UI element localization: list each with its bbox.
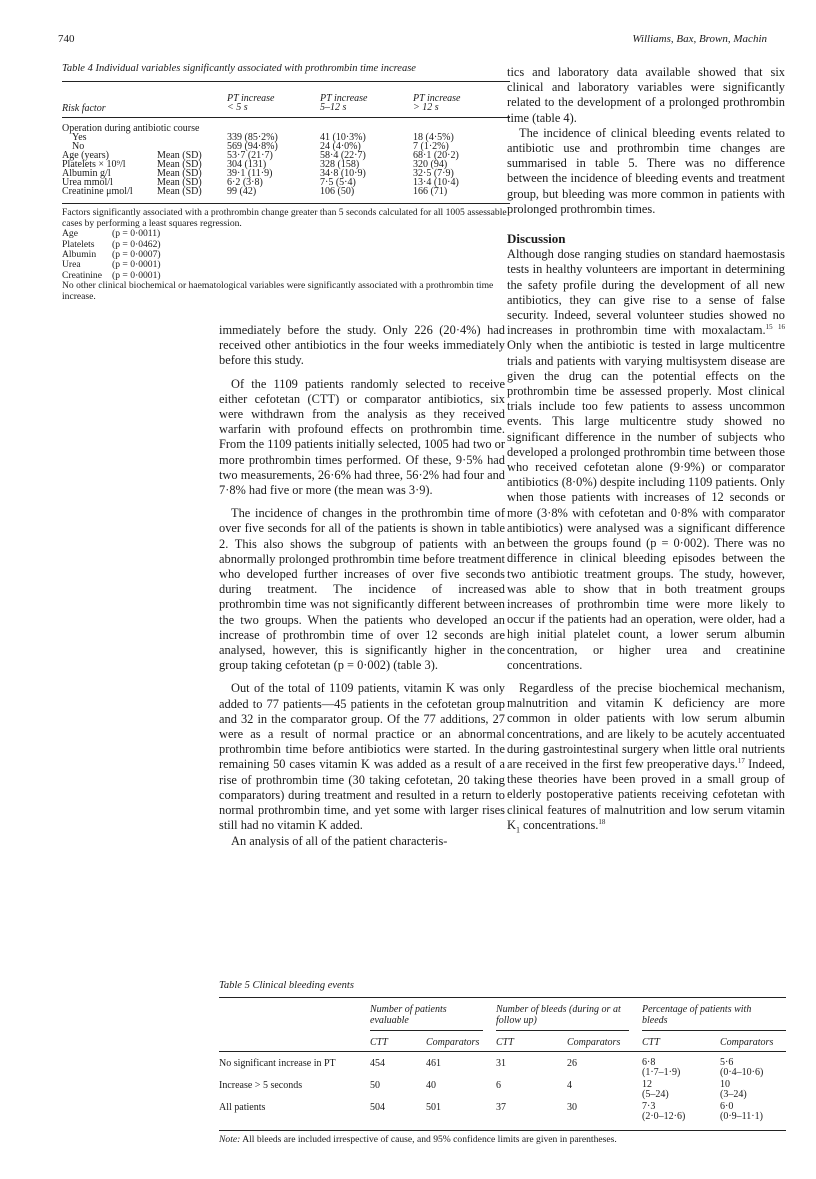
table5-cell-value: 501 bbox=[426, 1102, 441, 1113]
pct-ci: (0·9–11·1) bbox=[720, 1111, 763, 1122]
citation-ref: 17 bbox=[737, 756, 745, 765]
table-row bbox=[219, 1078, 786, 1100]
table5-sub-ctt: CTT bbox=[370, 1037, 388, 1048]
table5-cell-value: 4 bbox=[567, 1080, 572, 1091]
table4-header-col3 bbox=[413, 94, 461, 112]
pval-name: Albumin bbox=[62, 249, 97, 260]
pct-value: 7·3 bbox=[642, 1101, 656, 1112]
table4-cell-value: 320 (94) bbox=[413, 159, 448, 170]
table4-cell-value: 24 (4·0%) bbox=[320, 141, 361, 152]
table5-cell-value: 26 bbox=[567, 1058, 577, 1069]
table5-cell-value: 31 bbox=[496, 1058, 506, 1069]
table4-header-col2-title: PT increase bbox=[320, 93, 368, 104]
table5-cell-pct bbox=[720, 1078, 786, 1100]
table4-cell-label: Operation during antibiotic course bbox=[62, 123, 200, 134]
table4-cell-value: 34·8 (10·9) bbox=[320, 168, 366, 179]
table4-cell-stat bbox=[157, 133, 227, 142]
table5-cell-value: 504 bbox=[370, 1102, 385, 1113]
table4-cell-stat: Mean (SD) bbox=[157, 159, 202, 170]
subscript: 1 bbox=[515, 825, 520, 835]
table5-cell-label: Increase > 5 seconds bbox=[219, 1080, 303, 1091]
table5-cell-pct bbox=[720, 1058, 786, 1078]
table4-cell-label: Albumin g/l bbox=[62, 168, 111, 179]
paragraph: immediately before the study. Only 226 (20·4%) had received other antibiotics in the four weeks immediately before this study. bbox=[219, 323, 505, 368]
pval-value: (p = 0·0001) bbox=[112, 259, 161, 271]
table5-group-rule bbox=[370, 1030, 483, 1031]
table4-cell-label: Platelets × 10⁹/l bbox=[62, 159, 126, 170]
pval-name: Urea bbox=[62, 259, 81, 271]
table4-header-col2-range: 5–12 s bbox=[320, 102, 347, 113]
table4-header-col1-title: PT increase bbox=[227, 93, 275, 104]
left-column bbox=[219, 323, 505, 849]
table4-cell-value: 99 (42) bbox=[227, 186, 257, 197]
table5-cell-value: 6 bbox=[496, 1080, 501, 1091]
pct-value: 12 bbox=[642, 1079, 652, 1090]
table5-footnote bbox=[219, 1135, 789, 1146]
table4-cell-value: 166 (71) bbox=[413, 186, 448, 197]
table4-footnote bbox=[62, 208, 514, 302]
table4-note-end: No other clinical biochemical or haematological variables were significantly associated with a prothrombin time increase. bbox=[62, 280, 494, 302]
paragraph bbox=[507, 681, 785, 838]
table4-cell-value: 328 (158) bbox=[320, 159, 360, 170]
pval-value: (p = 0·0011) bbox=[112, 228, 161, 240]
table4-cell-stat: Mean (SD) bbox=[157, 186, 202, 197]
table4-cell-value: 39·1 (11·9) bbox=[227, 168, 273, 179]
table4-header-col1-range: < 5 s bbox=[227, 102, 248, 113]
pval-name: Platelets bbox=[62, 238, 95, 250]
table4-cell-label: Age (years) bbox=[62, 150, 109, 161]
table5-cell-pct bbox=[642, 1100, 720, 1122]
pval-name: Age bbox=[62, 228, 78, 240]
table4-cell-stat: Mean (SD) bbox=[157, 150, 202, 161]
table5-header-rule bbox=[219, 1051, 786, 1052]
table4-top-rule bbox=[62, 81, 510, 82]
note-text: All bleeds are included irrespective of cause, and 95% confidence limits are given in parentheses. bbox=[240, 1134, 617, 1145]
paragraph: tics and laboratory data available showed that six clinical and laboratory variables were significantly related to the development of a prolonged prothrombin time (table 4). bbox=[507, 65, 785, 125]
paragraph: Of the 1109 patients randomly selected to receive either cefotetan (CTT) or comparator antibiotics, six were withdrawn from the analysis as they received warfarin with profound effects on prothrombin time. From the 1109 patients initially selected, 1005 had two or more prothrombin times performed. Of these, 9·5% had two measurements, 26·6% had three, 56·2% had four and 7·8% had five or more (the mean was 3·9). bbox=[219, 376, 505, 498]
table5-cell-value: 30 bbox=[567, 1102, 577, 1113]
table4-cell-value: 569 (94·8%) bbox=[227, 141, 278, 152]
paragraph-text: Although dose ranging studies on standard haemostasis tests in healthy volunteers are important in determining the safety profile during the development of all new antibiotics, they can give rise to a sense of false security. Indeed, several volunteer studies showed no increases in prothrombin time with moxalactam. bbox=[507, 247, 785, 338]
pct-ci: (2·0–12·6) bbox=[642, 1111, 686, 1122]
table4-cell-label: Creatinine μmol/l bbox=[62, 186, 133, 197]
table4-note-intro: Factors significantly associated with a prothrombin change greater than 5 seconds calculated for all 1005 assessable cases by performing a least squares regression. bbox=[62, 207, 507, 229]
pct-ci: (1·7–1·9) bbox=[642, 1067, 681, 1078]
citation-ref: 15 16 bbox=[765, 323, 786, 332]
pct-ci: (3–24) bbox=[720, 1089, 747, 1100]
table-row bbox=[62, 187, 512, 196]
page-number: 740 bbox=[58, 33, 75, 45]
pct-value: 10 bbox=[720, 1079, 730, 1090]
table-row bbox=[219, 1100, 786, 1122]
table4-header-col1 bbox=[227, 94, 275, 112]
table4-cell-value: 41 (10·3%) bbox=[320, 132, 366, 143]
table4-cell-label: Yes bbox=[72, 132, 87, 143]
table5-cell-pct bbox=[642, 1078, 720, 1100]
paragraph: The incidence of changes in the prothrombin time of over five seconds for all of the patients is shown in table 2. This also shows the subgroup of patients with an abnormally prolonged prothrombin time before treatment who developed further increases of over five seconds during treatment. The incidence of increased prothrombin time was not significantly different between the two groups. When the patients who developed an increase of prothrombin time of over 12 seconds are analysed, however, this is significantly higher in the group taking cefotetan (p = 0·002) (table 3). bbox=[219, 506, 505, 673]
table5-sub-comparators: Comparators bbox=[720, 1037, 774, 1048]
paragraph-text: Indeed, these theories have been proved in a small group of elderly postoperative patients receiving cefotetan with clinical features of malnutrition and low serum vitamin K bbox=[507, 756, 785, 832]
pval-value: (p = 0·0462) bbox=[112, 238, 161, 250]
table4-cell-value: 339 (85·2%) bbox=[227, 132, 278, 143]
pct-value: 5·6 bbox=[720, 1057, 734, 1068]
pct-value: 6·0 bbox=[720, 1101, 734, 1112]
table5-group-rule bbox=[496, 1030, 629, 1031]
table4-bottom-rule bbox=[62, 203, 510, 204]
table5-group-rule bbox=[642, 1030, 786, 1031]
citation-ref: 18 bbox=[598, 817, 606, 826]
table4-cell-value: 7 (1·2%) bbox=[413, 141, 449, 152]
table5-sub-comparators: Comparators bbox=[567, 1037, 621, 1048]
right-column bbox=[507, 65, 785, 837]
paragraph-text: concentrations. bbox=[519, 817, 599, 832]
table5-body bbox=[219, 1058, 786, 1122]
table5-bottom-rule bbox=[219, 1130, 786, 1131]
table4-cell-value: 106 (50) bbox=[320, 186, 355, 197]
table4-cell-value: 68·1 (20·2) bbox=[413, 150, 459, 161]
table5-cell-value: 50 bbox=[370, 1080, 380, 1091]
pct-ci: (5–24) bbox=[642, 1089, 669, 1100]
table4-body bbox=[62, 124, 512, 196]
pct-value: 6·8 bbox=[642, 1057, 656, 1068]
table4-cell-value: 32·5 (7·9) bbox=[413, 168, 454, 179]
table5-sub-comparators: Comparators bbox=[426, 1037, 480, 1048]
table4-cell-label: No bbox=[72, 141, 85, 152]
table4-header-col2 bbox=[320, 94, 368, 112]
table5-cell-pct bbox=[720, 1100, 786, 1122]
table4-header-rule bbox=[62, 117, 510, 118]
table4-cell-value: 58·4 (22·7) bbox=[320, 150, 366, 161]
table4-cell-label: Urea mmol/l bbox=[62, 177, 113, 188]
note-label: Note: bbox=[219, 1134, 241, 1145]
table4-cell-value: 18 (4·5%) bbox=[413, 132, 454, 143]
table5-cell-value: 461 bbox=[426, 1058, 441, 1069]
table4-cell-value: 7·5 (5·4) bbox=[320, 177, 356, 188]
pct-ci: (0·4–10·6) bbox=[720, 1067, 764, 1078]
table5-sub-ctt: CTT bbox=[642, 1037, 660, 1048]
paragraph-text: Regardless of the precise biochemical mechanism, malnutrition and vitamin K deficiency are more common in older patients with low serum albumin concentrations, and are likely to be acutely accentuated during gastrointestinal surgery when little oral nutrients are received in the first few preoperative days. bbox=[507, 680, 785, 771]
table4-caption: Table 4 Individual variables significantly associated with prothrombin time increase bbox=[62, 63, 416, 74]
table5-cell-label: No significant increase in PT bbox=[219, 1058, 336, 1069]
table4-pvalues bbox=[62, 229, 161, 281]
pval-name: Creatinine bbox=[62, 269, 102, 281]
table5-cell-value: 454 bbox=[370, 1058, 385, 1069]
table5-caption: Table 5 Clinical bleeding events bbox=[219, 980, 354, 991]
paragraph: The incidence of clinical bleeding events related to antibiotic use and prothrombin time changes are summarised in table 5. There was no difference between the incidence of bleeding events and treatment group, but bleeding was more common in patients with prolonged prothrombin times. bbox=[507, 125, 785, 216]
table4-header-col3-range: > 12 s bbox=[413, 102, 439, 113]
table5-header-evaluable: Number of patients evaluable bbox=[370, 1004, 447, 1026]
table4-cell-value: 304 (131) bbox=[227, 159, 267, 170]
table5-cell-value: 37 bbox=[496, 1102, 506, 1113]
table4-cell-stat: Mean (SD) bbox=[157, 168, 202, 179]
paragraph bbox=[507, 247, 785, 673]
paragraph-text: Only when the antibiotic is tested in large multicentre trials and patients with varying multisystem disease are given the drug can the potential effects on the prothrombin time be assessed properly. Most clinical trials include too few patients to assess uncommon events. This large multicentre study showed no significant difference in the number of subjects who developed a prolonged prothrombin time between those who received cefotetan alone (9·9%) or comparator antibiotics (8·0%) despite including 1109 patients. Only when those patients with increases of 12 seconds or more (3·8% with cefotetan and 0·8% with comparator antibiotics) were analysed was a significant difference between the groups found (p = 0·002). There was no difference in clinical bleeding episodes between the two antibiotic treatment groups. The study, however, was able to show that in both treatment groups increases of prothrombin time were more likely to occur if the patients had an operation, were older, had a high initial platelet count, a lower serum albumin concentration, or higher urea and creatinine concentrations. bbox=[507, 338, 785, 672]
table4-cell-value: 6·2 (3·8) bbox=[227, 177, 263, 188]
pval-value: (p = 0·0001) bbox=[112, 269, 161, 281]
pval-value: (p = 0·0007) bbox=[112, 249, 161, 260]
table4-header-risk: Risk factor bbox=[62, 103, 106, 114]
table4-header-col3-title: PT increase bbox=[413, 93, 461, 104]
table4-cell-value: 13·4 (10·4) bbox=[413, 177, 459, 188]
table5-cell-label: All patients bbox=[219, 1102, 266, 1113]
table5-sub-ctt: CTT bbox=[496, 1037, 514, 1048]
table5-header-pct: Percentage of patients with bleeds bbox=[642, 1004, 752, 1026]
table4-cell-stat: Mean (SD) bbox=[157, 177, 202, 188]
table5-cell-pct bbox=[642, 1058, 720, 1078]
table-row bbox=[219, 1058, 786, 1078]
table5-top-rule bbox=[219, 997, 786, 998]
section-heading-discussion: Discussion bbox=[507, 231, 566, 247]
table4-cell-value: 53·7 (21·7) bbox=[227, 150, 273, 161]
table5-cell-value: 40 bbox=[426, 1080, 436, 1091]
paragraph: An analysis of all of the patient characteris- bbox=[231, 833, 448, 848]
table5-header-bleeds: Number of bleeds (during or at follow up) bbox=[496, 1004, 621, 1026]
paragraph: Out of the total of 1109 patients, vitamin K was only added to 77 patients—45 patients in the cefotetan group and 32 in the comparator group. Of the 77 additions, 27 were as a result of normal practice or an abnormal prothrombin time before antibiotics were started. In the remaining 50 cases vitamin K was added as a result of a rise of prothrombin time (30 taking cefotetan, 20 taking comparators) during treatment and resulted in a return to normal prothrombin time, and yet some with larger rises still had no vitamin K added. bbox=[219, 681, 505, 833]
running-head: Williams, Bax, Brown, Machin bbox=[632, 33, 767, 45]
